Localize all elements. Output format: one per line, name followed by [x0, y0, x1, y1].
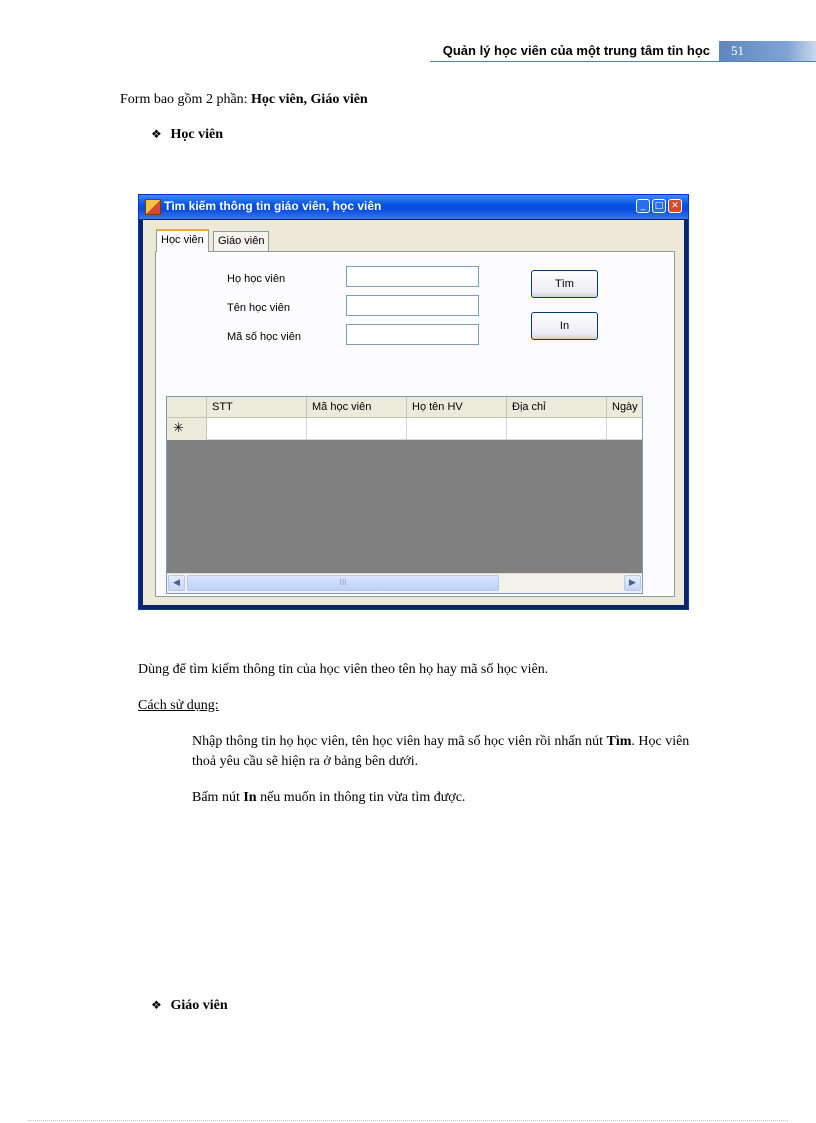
tab-panel	[155, 251, 675, 597]
section-title: Giáo viên	[170, 998, 228, 1013]
step2-text-b: nếu muốn in thông tin vừa tìm được.	[256, 790, 466, 805]
grid-cell[interactable]	[307, 418, 407, 440]
step1-line1	[192, 732, 689, 752]
footer-rule	[28, 1120, 788, 1121]
page-number-box	[719, 41, 816, 61]
grid-cell[interactable]	[607, 418, 643, 440]
last-name-label: Họ học viên	[227, 273, 286, 285]
step1-text-b: . Học viên	[631, 734, 690, 749]
description-paragraph: Dùng để tìm kiếm thông tin của học viên theo tên họ hay mã số học viên.	[138, 662, 549, 677]
search-window	[138, 194, 689, 610]
section-title: Học viên	[170, 127, 223, 142]
tab-giao-vien[interactable]: Giáo viên	[213, 231, 269, 251]
column-header-ngay[interactable]: Ngày	[607, 397, 643, 418]
grid-corner	[167, 397, 207, 418]
first-name-input[interactable]	[346, 295, 479, 316]
scroll-right-icon[interactable]: ▶	[624, 575, 641, 591]
diamond-bullet-icon: ❖	[151, 998, 162, 1012]
step2-text-a: Bấm nút	[192, 790, 244, 805]
horizontal-scrollbar[interactable]	[167, 573, 642, 593]
scroll-left-icon[interactable]: ◀	[168, 575, 185, 591]
window-client-area	[143, 220, 684, 605]
step1-bold: Tìm	[606, 734, 632, 749]
intro-prefix: Form bao gồm 2 phần:	[120, 92, 252, 107]
header-rule	[430, 61, 816, 62]
step2-line	[192, 788, 465, 808]
section-heading-giao-vien	[151, 995, 228, 1016]
minimize-icon[interactable]: _	[636, 199, 650, 213]
student-id-input[interactable]	[346, 324, 479, 345]
diamond-bullet-icon: ❖	[151, 127, 162, 141]
column-header-ma-hoc-vien[interactable]: Mã học viên	[307, 397, 407, 418]
section-heading-hoc-vien	[151, 124, 223, 145]
table-row[interactable]	[167, 418, 642, 440]
scroll-thumb[interactable]: III	[187, 575, 499, 591]
page-number: 51	[731, 43, 744, 58]
intro-paragraph	[120, 90, 368, 110]
results-grid[interactable]	[166, 396, 643, 594]
app-icon	[145, 199, 161, 215]
window-title: Tìm kiếm thông tin giáo viên, học viên	[164, 199, 382, 213]
first-name-label: Tên học viên	[227, 302, 290, 314]
maximize-icon[interactable]: □	[652, 199, 666, 213]
grid-cell[interactable]	[407, 418, 507, 440]
step2-bold: In	[243, 790, 257, 805]
tab-hoc-vien[interactable]: Học viên	[156, 229, 209, 252]
intro-parts: Học viên, Giáo viên	[251, 92, 368, 107]
search-button[interactable]: Tìm	[531, 270, 598, 298]
column-header-ho-ten[interactable]: Họ tên HV	[407, 397, 507, 418]
grid-cell[interactable]	[507, 418, 607, 440]
close-icon[interactable]: ✕	[668, 199, 682, 213]
column-header-stt[interactable]: STT	[207, 397, 307, 418]
grid-cell[interactable]	[207, 418, 307, 440]
new-row-marker-icon: ✳	[167, 418, 207, 440]
student-id-label: Mã số học viên	[227, 331, 301, 343]
running-header-title: Quản lý học viên của một trung tâm tin học	[442, 43, 710, 58]
grid-header	[167, 397, 642, 418]
last-name-input[interactable]	[346, 266, 479, 287]
step1-text-a: Nhập thông tin họ học viên, tên học viên hay mã số học viên rồi nhấn nút	[192, 734, 607, 749]
step1-line2: thoả yêu cầu sẽ hiện ra ở bảng bên dưới.	[192, 754, 419, 769]
window-titlebar[interactable]	[139, 195, 688, 219]
column-header-dia-chi[interactable]: Địa chỉ	[507, 397, 607, 418]
print-button[interactable]: In	[531, 312, 598, 340]
usage-heading: Cách sử dụng:	[138, 698, 219, 713]
